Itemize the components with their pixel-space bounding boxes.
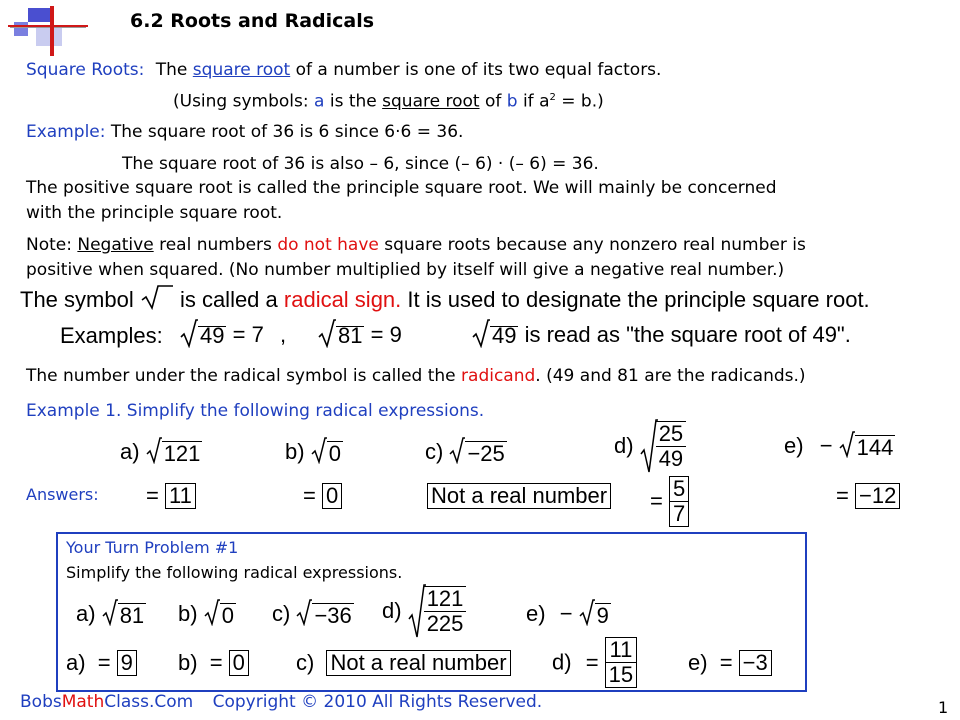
ex1-a bbox=[120, 436, 202, 470]
example-line2: The square root of 36 is also – 6, since (– 6) · (– 6) = 36. bbox=[122, 154, 599, 174]
yt-ans-d-den: 15 bbox=[608, 662, 634, 687]
ex1-e-neg: − bbox=[819, 432, 833, 458]
yt-ans-c-box: Not a real number bbox=[326, 650, 510, 676]
note-label: Note: bbox=[26, 235, 78, 255]
read-as-text: is read as "the square root of 49". bbox=[518, 321, 851, 347]
yt-c-radicand: −36 bbox=[314, 602, 352, 628]
ex1-d bbox=[614, 418, 686, 474]
yt-b bbox=[178, 598, 236, 632]
yt-c-label: c) bbox=[272, 600, 291, 626]
yt-e-neg: − bbox=[559, 600, 573, 626]
ex1-b-label: b) bbox=[285, 438, 305, 464]
example1-title bbox=[26, 401, 484, 421]
answer-a-box: 11 bbox=[165, 483, 196, 509]
yt-a-radicand: 81 bbox=[119, 602, 145, 628]
yt-a-label: a) bbox=[76, 600, 96, 626]
yt-b-radicand: 0 bbox=[221, 602, 234, 628]
eq-d: = bbox=[650, 488, 663, 514]
footer-site-a: Bobs bbox=[20, 692, 62, 712]
yt-ans-d-num: 11 bbox=[606, 638, 636, 663]
example-label: Example: bbox=[26, 122, 106, 142]
radical-sign-icon bbox=[140, 284, 174, 318]
ex1-c-label: c) bbox=[425, 438, 444, 464]
example-sqrt81 bbox=[318, 318, 402, 354]
yt-ans-c-label: c) bbox=[296, 650, 315, 675]
answer-b bbox=[303, 483, 342, 509]
answer-e bbox=[836, 483, 900, 509]
eq-e: = bbox=[836, 483, 849, 508]
ex1-a-label: a) bbox=[120, 438, 140, 464]
yt-ans-a bbox=[66, 650, 137, 676]
example-sqrt49 bbox=[180, 318, 286, 354]
answer-a bbox=[146, 483, 196, 509]
var-a: a bbox=[314, 91, 325, 112]
ex1-e-radicand: 144 bbox=[856, 434, 894, 460]
yt-ans-a-eq: = bbox=[97, 650, 111, 675]
square-roots-label: Square Roots: bbox=[26, 60, 145, 80]
ex1-a-radicand: 121 bbox=[163, 440, 201, 466]
square-root-term: square root bbox=[192, 60, 291, 80]
symbols-definition bbox=[173, 88, 604, 112]
comma: , bbox=[279, 321, 287, 347]
yt-ans-b-label: b) bbox=[178, 650, 198, 675]
example-text: The square root of 36 is 6 since 6·6 = 36. bbox=[105, 122, 464, 142]
sym-of: of bbox=[479, 91, 507, 112]
radical-sign-sentence bbox=[20, 284, 870, 318]
example1-title-text: Example 1. Simplify the following radical expressions. bbox=[26, 401, 485, 421]
note-red: do not have bbox=[277, 235, 379, 255]
yt-ans-e-box: −3 bbox=[739, 650, 772, 676]
yt-ans-e bbox=[688, 650, 772, 676]
radicand-sentence bbox=[26, 366, 806, 386]
yt-a bbox=[76, 598, 146, 632]
answer-d bbox=[650, 476, 689, 527]
sym-text: (Using symbols: bbox=[173, 91, 315, 112]
footer-site-c: Class.Com bbox=[104, 692, 194, 712]
yt-c bbox=[272, 598, 354, 632]
footer-site-b: Math bbox=[61, 692, 105, 712]
principle-line1: The positive square root is called the principle square root. We will mainly be concerned bbox=[26, 178, 777, 198]
yt-ans-c bbox=[296, 650, 511, 676]
ex1-c-radicand: −25 bbox=[467, 440, 505, 466]
yt-ans-a-box: 9 bbox=[117, 650, 137, 676]
note-mid2: square roots because any nonzero real number is bbox=[378, 235, 806, 255]
note-negative: Negative bbox=[77, 235, 154, 255]
yt-d bbox=[382, 583, 466, 639]
yt-e bbox=[526, 598, 611, 632]
ex1-e-label: e) bbox=[784, 432, 804, 458]
footer-copyright: Copyright © 2010 All Rights Reserved. bbox=[212, 692, 543, 712]
eq-b: = bbox=[303, 483, 316, 508]
note-mid1: real numbers bbox=[153, 235, 278, 255]
def-text: The bbox=[155, 60, 193, 80]
answer-d-num: 5 bbox=[670, 477, 688, 502]
page-title: 6.2 Roots and Radicals bbox=[130, 10, 375, 32]
your-turn-sub: Simplify the following radical expressions. bbox=[66, 563, 403, 582]
answer-b-box: 0 bbox=[322, 483, 342, 509]
yt-b-label: b) bbox=[178, 600, 198, 626]
radicand-81: 81 bbox=[338, 323, 363, 348]
radical-sign-term: radical sign. bbox=[283, 286, 402, 312]
example-line1 bbox=[26, 122, 463, 142]
yt-ans-a-label: a) bbox=[66, 650, 86, 675]
sym-end: = b.) bbox=[555, 91, 604, 112]
yt-ans-b-box: 0 bbox=[229, 650, 249, 676]
var-b: b bbox=[506, 91, 518, 112]
examples-row bbox=[60, 320, 163, 352]
examples-label: Examples: bbox=[60, 323, 163, 348]
answer-c bbox=[427, 483, 611, 509]
yt-d-label: d) bbox=[382, 598, 402, 623]
ex1-c bbox=[425, 436, 507, 470]
yt-e-radicand: 9 bbox=[596, 602, 609, 628]
example-read-as bbox=[472, 318, 851, 354]
ex1-d-den: 49 bbox=[658, 446, 684, 471]
yt-e-label: e) bbox=[526, 600, 546, 626]
answer-c-box: Not a real number bbox=[427, 483, 611, 509]
square-roots-definition bbox=[26, 60, 661, 80]
def-text-end: of a number is one of its two equal factors. bbox=[290, 60, 662, 80]
sym-mid: is the bbox=[324, 91, 383, 112]
symbol-post: It is used to designate the principle square root. bbox=[401, 286, 870, 312]
yt-ans-d-label: d) bbox=[552, 649, 572, 675]
sym-post: if a bbox=[517, 91, 550, 112]
yt-ans-b-eq: = bbox=[209, 650, 223, 675]
radicand-post: . (49 and 81 are the radicands.) bbox=[535, 366, 806, 386]
ex1-b-radicand: 0 bbox=[328, 440, 341, 466]
yt-ans-e-eq: = bbox=[719, 650, 733, 675]
footer bbox=[20, 692, 542, 712]
yt-ans-b bbox=[178, 650, 249, 676]
radicand-49: 49 bbox=[200, 323, 225, 348]
eq-a: = bbox=[146, 483, 159, 508]
radicand-pre: The number under the radical symbol is called the bbox=[26, 366, 462, 386]
exponent: 2 bbox=[549, 92, 556, 103]
page-number: 1 bbox=[938, 698, 949, 717]
ex1-e bbox=[784, 430, 895, 464]
yt-ans-d bbox=[552, 637, 637, 688]
radicand-term: radicand bbox=[461, 366, 536, 386]
answer-e-box: −12 bbox=[855, 483, 900, 509]
yt-ans-d-eq: = bbox=[585, 649, 599, 675]
yt-d-num: 121 bbox=[424, 587, 467, 612]
note-line2: positive when squared. (No number multiplied by itself will give a negative real number.) bbox=[26, 260, 785, 280]
sym-term: square root bbox=[382, 91, 480, 112]
answer-d-den: 7 bbox=[672, 501, 686, 526]
principle-line2: with the principle square root. bbox=[26, 203, 283, 223]
yt-d-den: 225 bbox=[426, 611, 464, 636]
symbol-mid: is called a bbox=[173, 286, 284, 312]
logo-cross bbox=[8, 6, 88, 56]
ex1-d-label: d) bbox=[614, 433, 634, 458]
symbol-pre: The symbol bbox=[20, 286, 140, 312]
answers-label: Answers: bbox=[26, 485, 99, 504]
result-7: = 7 bbox=[232, 321, 264, 347]
ex1-d-num: 25 bbox=[656, 422, 686, 447]
your-turn-title: Your Turn Problem #1 bbox=[66, 538, 239, 557]
note-line1 bbox=[26, 235, 806, 255]
yt-ans-e-label: e) bbox=[688, 650, 708, 675]
radicand-49-b: 49 bbox=[492, 323, 517, 348]
result-9: = 9 bbox=[370, 321, 402, 347]
ex1-b bbox=[285, 436, 343, 470]
